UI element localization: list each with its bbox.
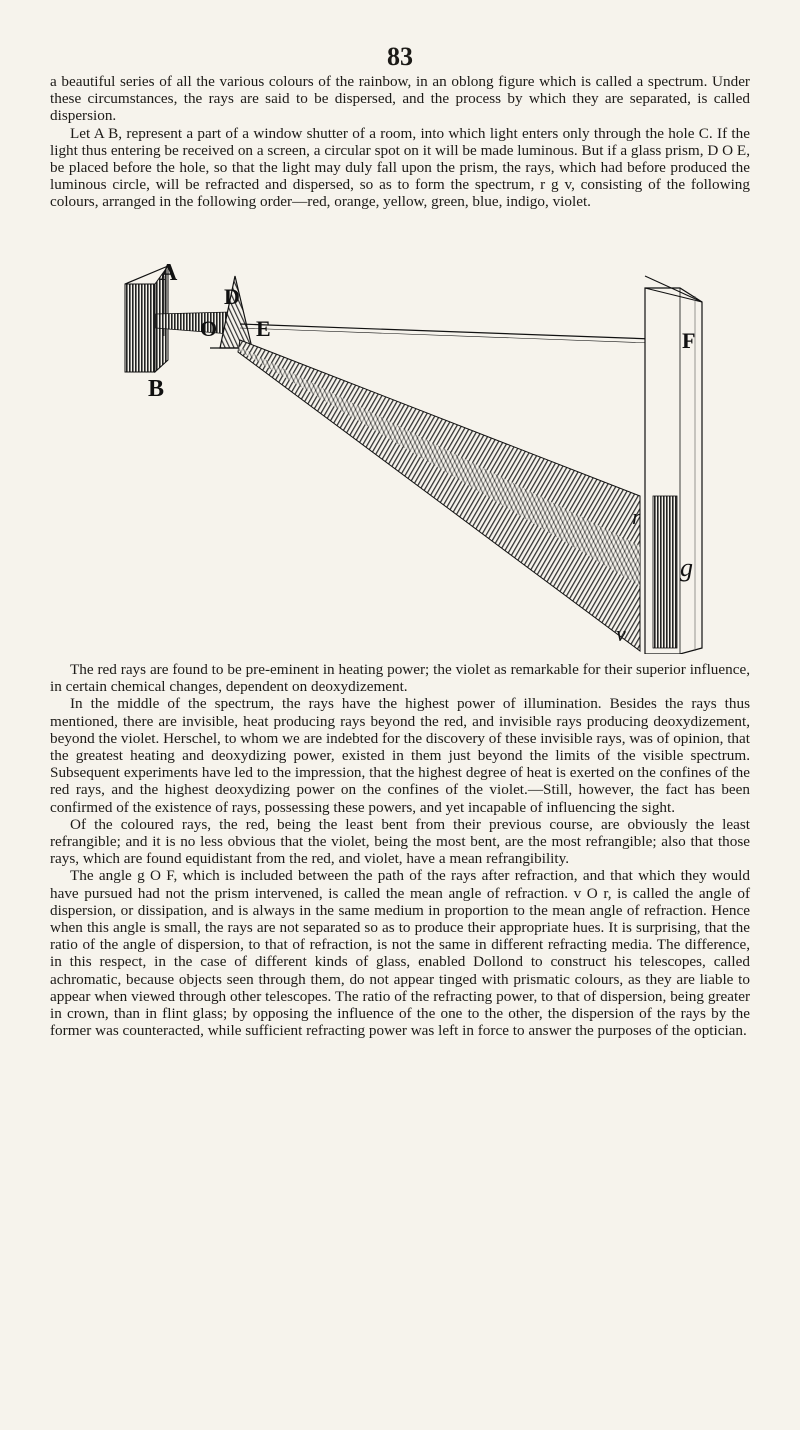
paragraph-angle-of-refraction: The angle g O F, which is included between the path of the rays after refraction, and that which they would have pursued had not the prism intervened, is called the mean angle of refraction. v O r, is called the angle of dispersion, or dissipation, and is always in the same medium in proportion to the mean angle of refraction. Hence when this angle is small, the rays are not separated so as to produce their appropriate hues. It is surprising, that the ratio of the angle of dispersion, to that of refraction, is not the same in different refracting media. The difference, in this respect, in the case of different kinds of glass, enabled Dollond to construct his telescopes, called achromatic, because objects seen through them, do not appear tinged with prismatic colours, as they are liable to appear when viewed through other telescopes. The ratio of the refracting power, to that of dispersion, being greater in crown, than in flint glass; by opposing the influence of the one to the other, the dispersion of the rays by the former was counteracted, while sufficient refracting power was left in force to answer the purposes of the optician. [50, 867, 750, 1040]
paragraph-prism-experiment: Let A B, represent a part of a window shutter of a room, into which light enters only through the hole C. If the light thus entering be received on a screen, a circular spot on it will be made luminous. But if a glass prism, D O E, be placed before the hole, so that the light may duly fall upon the prism, the rays, which had before produced the luminous circle, will be refracted and dispersed, so as to form the spectrum, r g v, consisting of the following colours, arranged in the following order—red, orange, yellow, green, blue, indigo, violet. [50, 124, 750, 211]
label-F: F [682, 328, 696, 353]
dispersed-light-beam [238, 340, 640, 651]
top-text-block [50, 73, 750, 211]
paragraph-heating-power: The red rays are found to be pre-eminent in heating power; the violet as remarkable for their superior influence, in certain chemical changes, dependent on deoxydizement. [50, 661, 750, 696]
label-D: D [224, 284, 240, 309]
paragraph-invisible-rays: In the middle of the spectrum, the rays have the highest power of illumination. Besides the rays thus mentioned, there are invisible, heat producing rays beyond the red, and invisible rays producing deoxydizement, beyond the violet. Herschel, to whom we are indebted for the discovery of these invisible rays, was of opinion, that the greatest heating and deoxydizing power, existed in them just beyond the limits of the visible spectrum. Subsequent experiments have led to the impression, that the highest degree of heat is exerted on the confines of the red rays, and the highest deoxydizing power on the confines of the violet.—Still, however, the fact has been confirmed of the existence of rays, possessing these powers, and yet incapable of influencing the sight. [50, 695, 750, 816]
label-O: O [200, 316, 218, 341]
prism-dispersion-figure [120, 256, 710, 654]
label-A: A [160, 260, 178, 286]
undeviated-path-line [240, 324, 680, 344]
label-g: g [680, 553, 693, 582]
page-number: 83 [387, 42, 413, 71]
bottom-text-block [50, 661, 750, 1039]
paragraph-refrangibility: Of the coloured rays, the red, being the least bent from their previous course, are obviously the least refrangible; and it is no less obvious that the violet, being the most bent, are the most refrangible; also that those rays, which are found equidistant from the red, and violet, have a mean refrangibility. [50, 815, 750, 868]
label-E: E [256, 316, 271, 341]
label-B: B [148, 376, 165, 402]
label-r: r [632, 504, 641, 529]
paragraph-spectrum-definition: a beautiful series of all the various colours of the rainbow, in an oblong figure which is called a spectrum. Under these circumstances, the rays are said to be dispersed, and the process by which they are separated, is called dispersion. [50, 73, 750, 125]
label-v: v [616, 621, 626, 646]
